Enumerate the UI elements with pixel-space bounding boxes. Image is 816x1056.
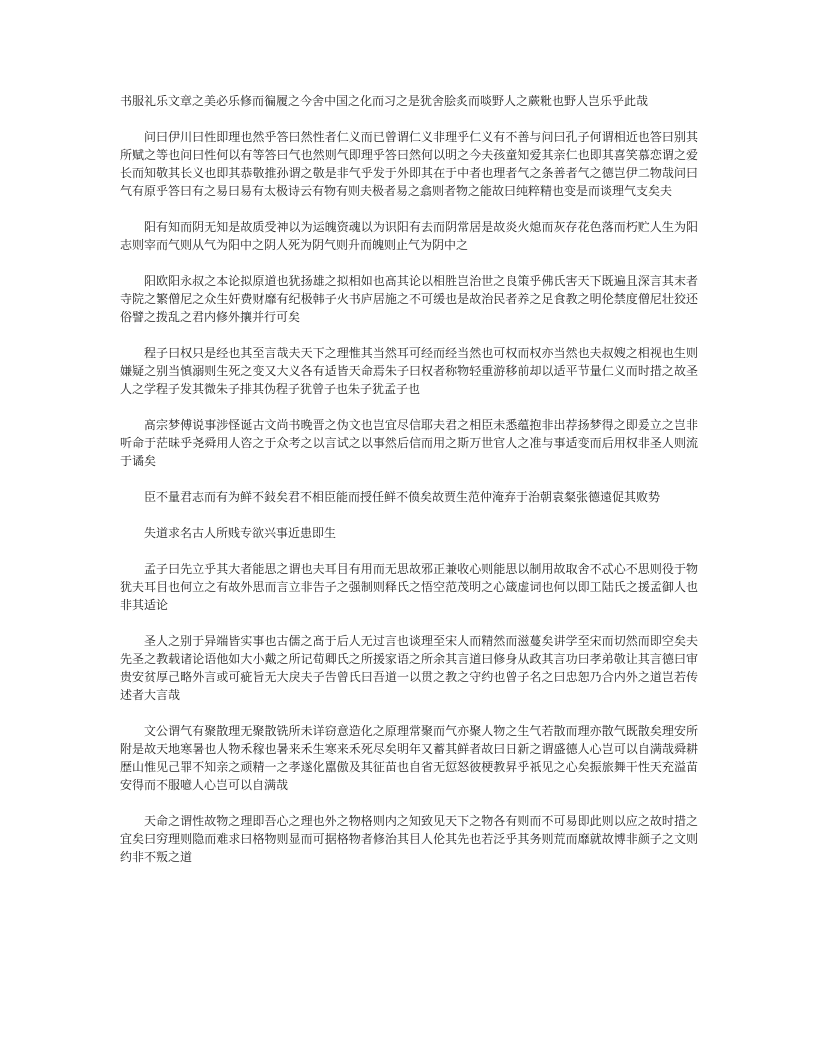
document-page <box>120 92 698 884</box>
paragraph-8: 失道求名古人所贱专欲兴事近患即生 <box>144 526 337 540</box>
paragraph-6: 髙宗梦傅说事涉怪诞古文尚书晚晋之伪文也岂宜尽信耶夫君之相臣未悉蕴抱非出荐扬梦得之即爰立之岂非听命于茫昧乎尧舜用人咨之于众考之以言试之以事然后信而用之斯万世官人之准与事适变而后用权非圣人则流于谲矣 <box>120 418 698 468</box>
paragraph-12: 天命之谓性故物之理即吾心之理也外之物格则内之知致见天下之物各有则而不可易即此则以应之故时措之宜矣曰穷理则隐而难求曰格物则显而可据格物者修治其目人伦其先也若泛乎其务则荒而靡就故博非颜子之文则约非不叛之道 <box>120 814 698 864</box>
paragraph-3: 阳有知而阴无知是故质受神以为运魄资魂以为识阳有去而阴常居是故炎火熄而灰存花色落而朽贮人生为阳志则宰而气则从气为阳中之阴人死为阴气则升而魄则止气为阴中之 <box>120 220 698 252</box>
paragraph-9: 孟子曰先立乎其大者能思之谓也夫耳目有用而无思故邪正兼收心则能思以制用故取舍不忒心不思则役于物犹夫耳目也何立之有故外思而言立非告子之强制则释氏之悟空范茂明之心箴虚词也何以即工陆氏之援孟御人也非其适论 <box>120 562 698 612</box>
paragraph-11: 文公谓气有聚散理无聚散铣所未详窃意造化之原理常聚而气亦聚人物之生气若散而理亦散气既散矣理安所附是故天地寒暑也人物禾稼也暑来禾生寒来禾死尽矣明年又蓄其鲜者故曰日新之谓盛德人心岂可以自满哉舜耕歴山惟见己罪不知亲之顽精一之孝遂化嚚傲及其征苗也自省无愆怒彼梗教昇乎祇见之心矣振旅舞干性天充溢苗安得而不服噫人心岂可以自满哉 <box>120 724 698 792</box>
paragraph-5: 程子曰权只是经也其至言哉夫天下之理惟其当然耳可经而经当然也可权而权亦当然也夫叔嫂之相视也生则嫌疑之别当慎溺则生死之变又大义各有适皆天命焉朱子曰权者称物轻重游移前却以适平节量仁义而时措之故圣人之学程子发其微朱子排其伪程子犹曾子也朱子犹孟子也 <box>120 346 698 396</box>
paragraph-10: 圣人之别于异端皆实事也古儒之髙于后人无过言也谈理至宋人而精然而滋蔓矣讲学至宋而切然而即空矣夫先圣之教载诸论语他如大小戴之所记荀卿氏之所援家语之所余其言道曰修身从政其言功曰孝弟敬让其言德曰审贵安贫厚己略外言或可疵旨无大戾夫子告曾氏曰吾道一以贯之教之守约也曾子名之曰忠恕乃合内外之道岂若传述者大言哉 <box>120 634 698 702</box>
paragraph-1: 书服礼乐文章之美必乐修而徧履之今舍中国之化而习之是犹舍脍炙而啖野人之蕨粃也野人岂乐乎此哉 <box>120 94 649 108</box>
paragraph-4: 阳欧阳永叔之本论拟原道也犹扬雄之拟相如也髙其论以相胜岂治世之良策乎佛氏害天下既遍且深言其末者寺院之繁僧尼之众生奸费财靡有纪极韩子火书庐居施之不可缓也是故治民者养之足食教之明伦禁度僧尼壮狡还俗譬之拨乱之君内修外攘并行可矣 <box>120 274 698 324</box>
paragraph-7: 臣不量君志而有为鲜不鈙矣君不相臣能而授任鲜不偾矣故贾生范仲淹弃于治朝袁粲张德遠促其败势 <box>144 490 661 504</box>
paragraph-2: 问曰伊川曰性即理也然乎答曰然性者仁义而已曾谓仁义非理乎仁义有不善与问曰孔子何谓相近也答曰别其所赋之等也问曰性何以有等答曰气也然则气即理乎答曰然何以明之今夫孩童知爱其亲仁也即其喜笑慕恋谓之爱长而知敬其长义也即其恭敬推孙谓之敬是非气乎发于外即其在于中者也理者气之条善者气之德岂伊二物哉问曰气有原乎答曰有之易曰易有太极诗云有物有则夫极者易之翕则者物之能故曰纯粹精也变是而谈理气支矣夫 <box>120 130 698 198</box>
